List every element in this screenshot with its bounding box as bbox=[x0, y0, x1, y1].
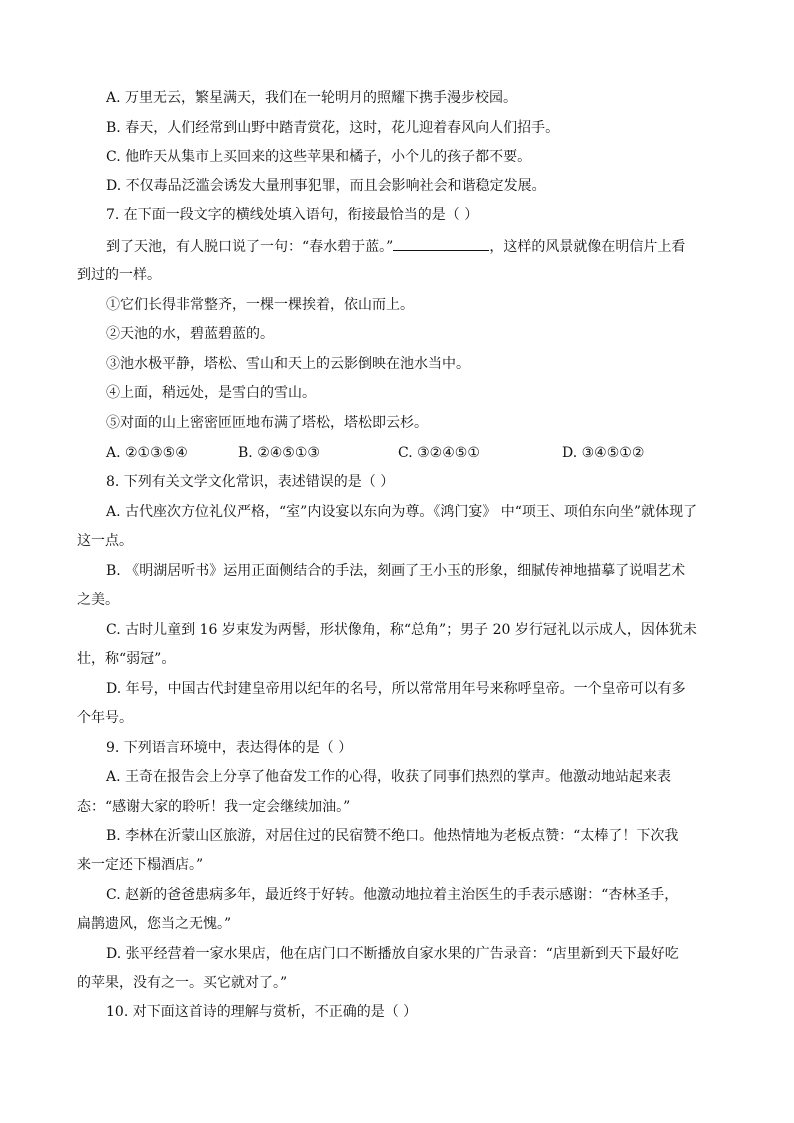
q8-option-d-line2: 个年号。 bbox=[77, 710, 133, 726]
q9-stem: 9. 下列语言环境中，表达得体的是（ ） bbox=[106, 740, 353, 756]
q7-passage bbox=[106, 236, 685, 256]
q9-option-a-line2: 态：“感谢大家的聆听！我一定会继续加油。” bbox=[77, 799, 351, 815]
q7-blank bbox=[393, 236, 489, 251]
q8-option-d-line1: D. 年号，中国古代封建皇帝用以纪年的名号，所以常常用年号来称呼皇帝。一个皇帝可以有多 bbox=[106, 681, 686, 697]
q6-option-c: C. 他昨天从集市上买回来的这些苹果和橘子，小个儿的孩子都不要。 bbox=[106, 149, 532, 165]
q8-option-b-line1: B. 《明湖居听书》运用正面侧结合的手法，刻画了王小玉的形象，细腻传神地描摹了说唱艺术 bbox=[106, 563, 686, 579]
q8-option-a-line1: A. 古代座次方位礼仪严格，“室”内设宴以东向为尊。《鸿门宴》 中“项王、项伯东向坐”就体现了 bbox=[106, 504, 698, 520]
q9-option-c-line2: 扁鹊遗风，您当之无愧。” bbox=[77, 916, 232, 932]
q9-option-b-line1: B. 李林在沂蒙山区旅游，对居住过的民宿赞不绝口。他热情地为老板点赞：“太棒了！下次我 bbox=[106, 828, 679, 844]
q7-item-3: ③池水极平静，塔松、雪山和天上的云影倒映在池水当中。 bbox=[106, 356, 470, 372]
q7-choice-d: D. ③④⑤①② bbox=[562, 445, 645, 461]
q9-option-c-line1: C. 赵新的爸爸患病多年，最近终于好转。他激动地拉着主治医生的手表示感谢：“杏林圣手， bbox=[106, 887, 679, 903]
q7-choice-c: C. ③②④⑤① bbox=[398, 445, 480, 461]
q7-choice-b: B. ②④⑤①③ bbox=[238, 445, 320, 461]
q7-choice-a: A. ②①③⑤④ bbox=[106, 445, 188, 461]
q9-option-d-line1: D. 张平经营着一家水果店，他在店门口不断播放自家水果的广告录音：“店里新到天下最好吃 bbox=[106, 946, 679, 962]
q9-option-d-line2: 的苹果，没有之一。买它就对了。” bbox=[77, 975, 288, 991]
q7-item-1: ①它们长得非常整齐，一棵一棵挨着，依山而上。 bbox=[106, 297, 414, 313]
q8-option-b-line2: 之美。 bbox=[77, 592, 119, 608]
q8-option-c-line1: C. 古时儿童到 16 岁束发为两髻，形状像角，称“总角”；男子 20 岁行冠礼以示成人，因体犹未 bbox=[106, 622, 697, 638]
q6-option-b: B. 春天，人们经常到山野中踏青赏花，这时，花儿迎着春风向人们招手。 bbox=[106, 120, 560, 136]
q8-stem: 8. 下列有关文学文化常识，表述错误的是（ ） bbox=[106, 474, 395, 490]
q7-passage-after: ，这样的风景就像在明信片上看 bbox=[489, 239, 686, 255]
q7-passage-cont: 到过的一样。 bbox=[77, 267, 161, 283]
q9-option-a-line1: A. 王奇在报告会上分享了他奋发工作的心得，收获了同事们热烈的掌声。他激动地站起来表 bbox=[106, 769, 672, 785]
q6-option-a: A. 万里无云，繁星满天，我们在一轮明月的照耀下携手漫步校园。 bbox=[106, 90, 518, 106]
q7-stem: 7. 在下面一段文字的横线处填入语句，衔接最恰当的是（ ） bbox=[106, 207, 479, 223]
q7-passage-before: 到了天池，有人脱口说了一句：“春水碧于蓝。” bbox=[106, 239, 394, 255]
q8-option-a-line2: 这一点。 bbox=[77, 533, 133, 549]
q8-option-c-line2: 壮，称“弱冠”。 bbox=[77, 651, 176, 667]
q10-stem: 10. 对下面这首诗的理解与赏析，不正确的是（ ） bbox=[106, 1004, 418, 1020]
q7-item-2: ②天池的水，碧蓝碧蓝的。 bbox=[106, 326, 274, 342]
q7-item-4: ④上面，稍远处，是雪白的雪山。 bbox=[106, 385, 316, 401]
q7-item-5: ⑤对面的山上密密匝匝地布满了塔松，塔松即云杉。 bbox=[106, 415, 428, 431]
q6-option-d: D. 不仅毒品泛滥会诱发大量刑事犯罪，而且会影响社会和谐稳定发展。 bbox=[106, 178, 546, 194]
q9-option-b-line2: 来一定还下榻酒店。” bbox=[77, 857, 204, 873]
